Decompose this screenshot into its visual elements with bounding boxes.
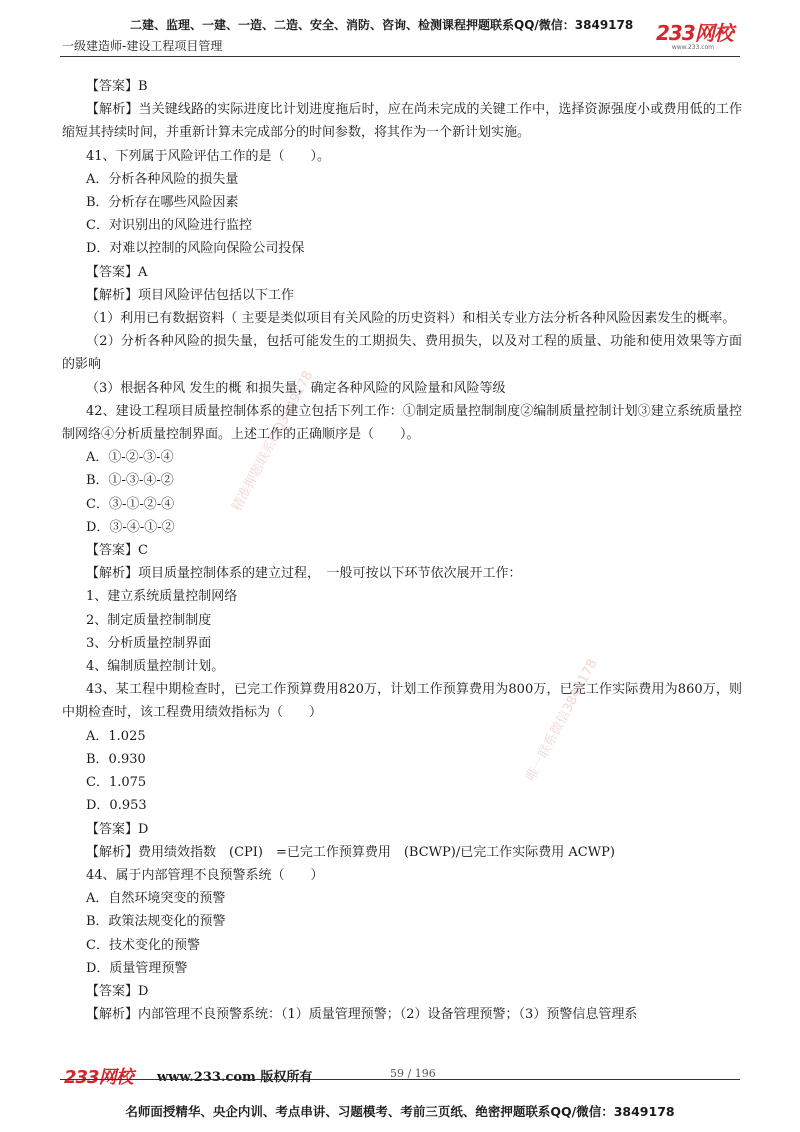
body-line: D．③-④-①-② — [86, 519, 175, 535]
body-line: C．技术变化的预警 — [86, 937, 200, 953]
body-line: D．0.953 — [86, 798, 147, 814]
body-line: 1、建立系统质量控制网络 — [86, 589, 238, 605]
body-line: 41、下列属于风险评估工作的是（ ）。 — [86, 148, 331, 164]
body-line: 43、某工程中期检查时，已完工作预算费用820万，计划工作预算费用为800万，已完工作实际费用为860万，则中期检查时，该工程费用绩效指标为（ ） — [62, 682, 742, 721]
body-line: （3）根据各种风 发生的概 和损失量，确定各种风险的风险量和风险等级 — [86, 380, 506, 396]
body-line: （2）分析各种风险的损失量，包括可能发生的工期损失、费用损失，以及对工程的质量、功能和使用效果等方面的影响 — [62, 334, 742, 373]
body-line: D．对难以控制的风险向保险公司投保 — [86, 241, 305, 257]
body-line: 【解析】内部管理不良预警系统：（1）质量管理预警；（2）设备管理预警；（3）预警信息管理系 — [86, 1007, 638, 1023]
footer-logo: 233网校 — [64, 1067, 133, 1088]
body-line: 【解析】项目风险评估包括以下工作 — [86, 287, 295, 303]
body-line: C．对识别出的风险进行监控 — [86, 218, 252, 234]
body-line: 【解析】项目质量控制体系的建立过程， 一般可按以下环节依次展开工作： — [86, 566, 522, 582]
brand-logo-text: 233网校 — [656, 21, 733, 45]
body-line: A．分析各种风险的损失量 — [86, 171, 239, 187]
header-divider — [60, 56, 740, 57]
body-line: 44、属于内部管理不良预警系统（ ） — [86, 867, 324, 883]
body-line: A．①-②-③-④ — [86, 450, 174, 466]
body-line: 【答案】C — [86, 543, 148, 559]
document-body — [62, 75, 742, 1026]
body-line: 【答案】D — [86, 821, 149, 837]
body-line: 2、制定质量控制制度 — [86, 612, 212, 628]
footer-promo: 名师面授精华、央企内训、考点串讲、习题模考、考前三页纸、绝密押题联系QQ/微信：3849178 — [125, 1104, 675, 1119]
header-promo-line: 二建、监理、一建、一造、二造、安全、消防、咨询、检测课程押题联系QQ/微信：3849178 — [130, 18, 634, 32]
header-subject: 一级建造师-建设工程项目管理 — [62, 39, 223, 53]
body-line: A．自然环境突变的预警 — [86, 891, 226, 907]
watermark: 唯一联系微信3849178 — [523, 656, 601, 784]
body-line: C．③-①-②-④ — [86, 496, 175, 512]
body-line: 【解析】费用绩效指数 (CPI) =已完工作预算费用 (BCWP)/已完工作实际费用 ACWP) — [86, 844, 615, 860]
body-line: D．质量管理预警 — [86, 960, 188, 976]
body-line: 【解析】当关键线路的实际进度比计划进度拖后时，应在尚未完成的关键工作中，选择资源强度小或费用低的工作缩短其持续时间，并重新计算未完成部分的时间参数，将其作为一个新计划实施。 — [62, 102, 742, 141]
brand-logo-url: www.233.com — [671, 44, 715, 51]
body-line: B．0.930 — [86, 751, 146, 767]
body-line: 【答案】A — [86, 264, 148, 280]
page-footer — [0, 1062, 800, 1132]
body-line: B．①-③-④-② — [86, 473, 174, 489]
body-line: 【答案】B — [86, 79, 148, 94]
body-line: 42、建设工程项目质量控制体系的建立包括下列工作：①制定质量控制制度②编制质量控制计划③建立系统质量控制网络④分析质量控制界面。上述工作的正确顺序是（ ）。 — [62, 403, 742, 443]
brand-logo — [656, 22, 746, 52]
body-line: （1）利用已有数据资料（ 主要是类似项目有关风险的历史资料）和相关专业方法分析各种风险因素发生的概率。 — [86, 311, 736, 327]
page-number: 59 / 196 — [390, 1067, 436, 1080]
body-line: A．1.025 — [86, 728, 146, 744]
body-line: B．政策法规变化的预警 — [86, 914, 226, 930]
body-line: 3、分析质量控制界面 — [86, 635, 212, 651]
page-header — [0, 0, 800, 60]
body-line: 4、编制质量控制计划。 — [86, 659, 225, 675]
footer-copyright: www.233.com 版权所有 — [157, 1070, 313, 1085]
watermark: 精准押题联系QQ3849178 — [229, 368, 317, 514]
footer-divider — [60, 1079, 740, 1080]
body-line: C．1.075 — [86, 775, 147, 791]
body-line: 【答案】D — [86, 983, 149, 999]
body-line: B．分析存在哪些风险因素 — [86, 195, 239, 211]
